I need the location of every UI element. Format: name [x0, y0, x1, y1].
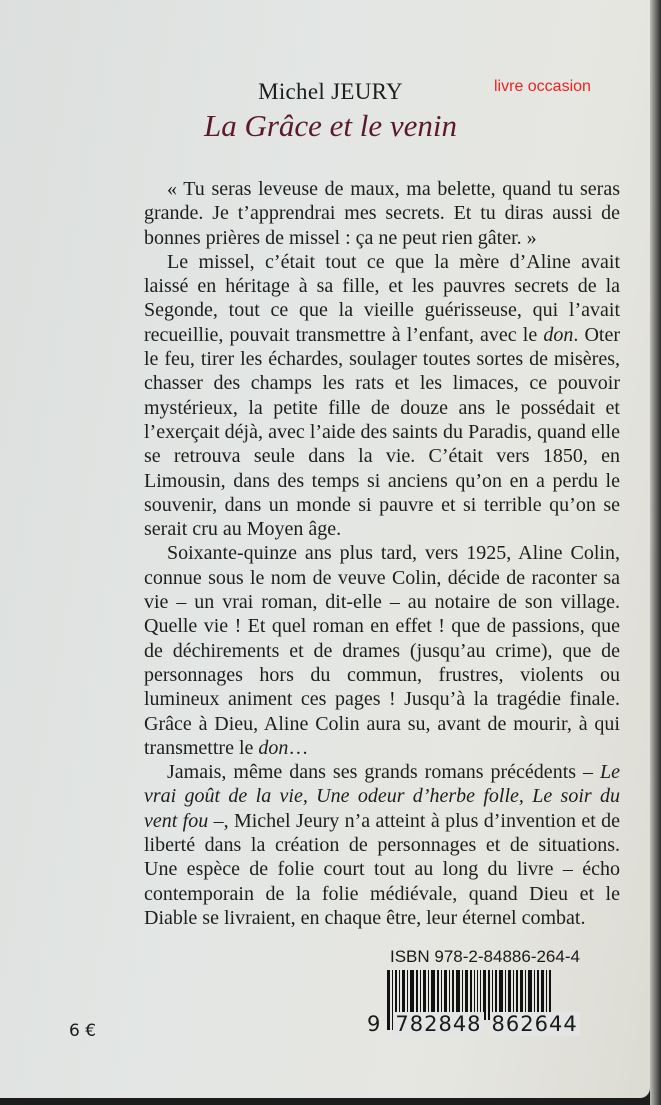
isbn-label: ISBN 978-2-84886-264-4 [390, 947, 580, 966]
author-name: Michel JEURY [258, 79, 403, 104]
blurb-text-span: –, Michel Jeury n’a atteint à plus d’invention et de liberté dans la création de personnages et de situations. Une espèce de folie court tout au long du livre – écho contemporain de la folie médiévale, quand Dieu et le Diable se livraient, en chaque être, leur éternel combat. [144, 809, 620, 929]
blurb-paragraph-1: « Tu seras leveuse de maux, ma belette, quand tu seras grande. Je t’apprendrai mes secrets. Et tu diras aussi de bonnes prières de missel : ça ne peut rien gâter. » [144, 178, 620, 249]
barcode-group-1: 782848 [395, 1012, 482, 1036]
page-edge [650, 0, 661, 1105]
blurb-text-span: Le missel, c’était tout ce que la mère d’Aline avait laissé en héritage à sa fille, et les pauvres secrets de la Segonde, tout ce que la vieille guérisseuse, qui l’avait recueillie, pouvait transmettre à l’enfant, avec le [144, 250, 620, 346]
barcode-digits [367, 1012, 580, 1036]
barcode-group-2: 862644 [491, 1012, 578, 1036]
blurb-paragraph-2 [144, 250, 620, 542]
watermark-label: livre occasion [494, 78, 591, 95]
blurb-text-span: … [288, 736, 309, 759]
blurb-italic-don: don [543, 323, 574, 346]
book-title: La Grâce et le venin [203, 108, 458, 143]
blurb-paragraph-4 [144, 760, 620, 930]
blurb-italic-titles: Le vrai goût de la vie, Une odeur d’herbe folle, Le soir du vent fou [144, 761, 620, 832]
blurb-paragraph-3 [144, 541, 620, 760]
barcode-first-digit: 9 [367, 1012, 382, 1036]
blurb-italic-don: don [258, 736, 289, 759]
price-label: 6 € [69, 1021, 97, 1041]
blurb-text-span: Jamais, même dans ses grands romans précédents – [167, 761, 600, 784]
blurb-text-span: Soixante-quinze ans plus tard, vers 1925, Aline Colin, connue sous le nom de veuve Colin, décide de raconter sa vie – un vrai roman, dit-elle – au notaire de son village. Quelle vie ! Et quel roman en effet ! que de passions, que de déchirements et de drames (jusqu’au crime), que de personnages hors du commun, frustres, violents ou lumineux animent ces pages ! Jusqu’à la tragédie finale. Grâce à Dieu, Aline Colin aura su, avant de mourir, à qui transmettre le [144, 542, 620, 759]
blurb-text [144, 177, 620, 930]
blurb-text-span: . Oter le feu, tirer les échardes, soulager toutes sortes de misères, chasser des champs les rats et les limaces, ce pouvoir mystérieux, la petite fille de douze ans le possédait et l’exerçait déjà, avec l’aide des saints du Paradis, quand elle se retrouva seule dans la vie. C’était vers 1850, en Limousin, dans des temps si anciens qu’on en a perdu le souvenir, dans un monde si pauvre et si terrible qu’on se serait cru au Moyen âge. [144, 323, 620, 541]
